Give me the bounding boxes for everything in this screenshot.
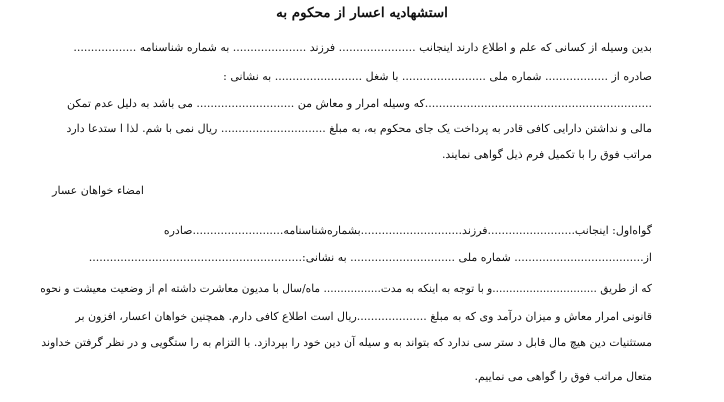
paragraph2-line: قانونی امرار معاش و میزان درآمد وی که به مبلغ ....................ریال است اطلاع کافی دارم. همچنین خواهان اعسار، افزون بر [75,310,652,323]
paragraph2-line: که از طریق ...............................و با توجه به اینکه به مدت................. ماه/سال با مدیون معاشرت داشته ام از وضعیت معیشت و نحوه [40,282,652,295]
paragraph1-line: صادره از .................. شماره ملی ........................ با شغل ......................... به نشانی : [223,70,652,83]
paragraph1-line: مالی و نداشتن دارایی کافی قادر به پرداخت یک جای محکوم به، به مبلغ .............................. ریال نمی با شم. لذا ا ستدعا دارد [66,122,652,135]
document-title: استشهادیه اعسار از محکوم به [276,5,448,21]
paragraph2-line: متعال مراتب فوق را گواهی می نمایيم. [474,370,652,383]
paragraph1-line: مراتب فوق را با تکمیل فرم ذیل گواهی نمایند. [441,148,652,161]
signature-label: امضاء خواهان عسار [52,184,144,197]
paragraph2-line: از..................................... شماره ملی .............................. به نشانی:............................................................. [88,251,652,264]
paragraph1-line: .................................................................که وسیله امرار و معاش من ............................ می باشد به دلیل عدم تمکن [67,97,652,110]
paragraph1-line: بدین وسیله از کسانی که علم و اطلاع دارند اینجانب ...................... فرزند ..................... به شماره شناسنامه .................. [73,41,652,54]
paragraph2-line: مستثنیات دین هیچ مال قابل د ستر سی ندارد که بتواند به و سیله آن دین خود را بپردازد. با التزام به را ستگویی و در نظر گرفتن خداوند [41,336,652,349]
paragraph2-line: گواه‌اول: اینجانب.........................فرزند.............................بشماره‌شناسنامه..........................صادره [163,224,652,237]
